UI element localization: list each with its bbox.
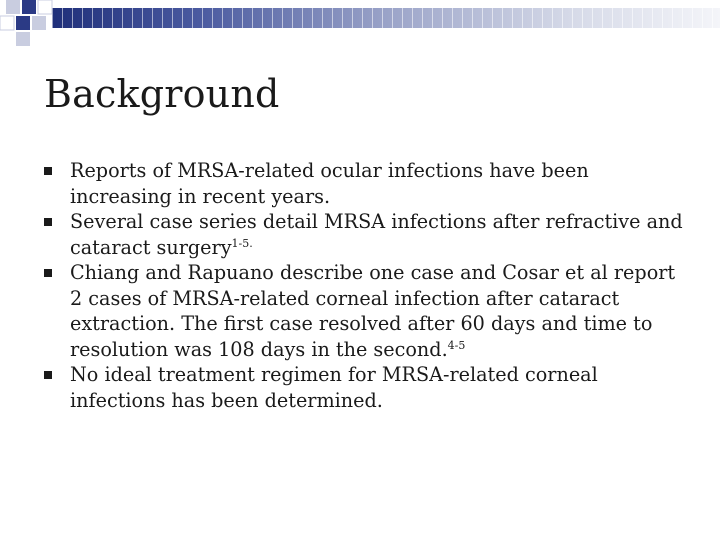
- square-bullet-icon: [44, 167, 52, 175]
- slide-title: Background: [44, 72, 280, 116]
- bullet-text: Several case series detail MRSA infections after refractive and cataract surgery: [70, 210, 683, 259]
- bullet-item: [44, 209, 684, 260]
- square-bullet-icon: [44, 269, 52, 277]
- bullet-item: [44, 260, 684, 362]
- corner-squares-decoration: [0, 0, 60, 50]
- bullet-list: [44, 158, 684, 413]
- bullet-item: [44, 158, 684, 209]
- square-bullet-icon: [44, 218, 52, 226]
- bullet-text: Chiang and Rapuano describe one case and Cosar et al report 2 cases of MRSA-related corneal infection after cataract extraction. The first case resolved after 60 days and time to resolution was 108 days in the second.: [70, 261, 676, 361]
- citation-superscript: 1-5.: [231, 236, 253, 250]
- bullet-text: Reports of MRSA-related ocular infections have been increasing in recent years.: [70, 159, 589, 208]
- bullet-item: [44, 362, 684, 413]
- header-band-grid: [52, 8, 720, 28]
- citation-superscript: 4-5: [447, 338, 466, 352]
- bullet-text: No ideal treatment regimen for MRSA-related corneal infections has been determined.: [70, 363, 598, 412]
- square-bullet-icon: [44, 371, 52, 379]
